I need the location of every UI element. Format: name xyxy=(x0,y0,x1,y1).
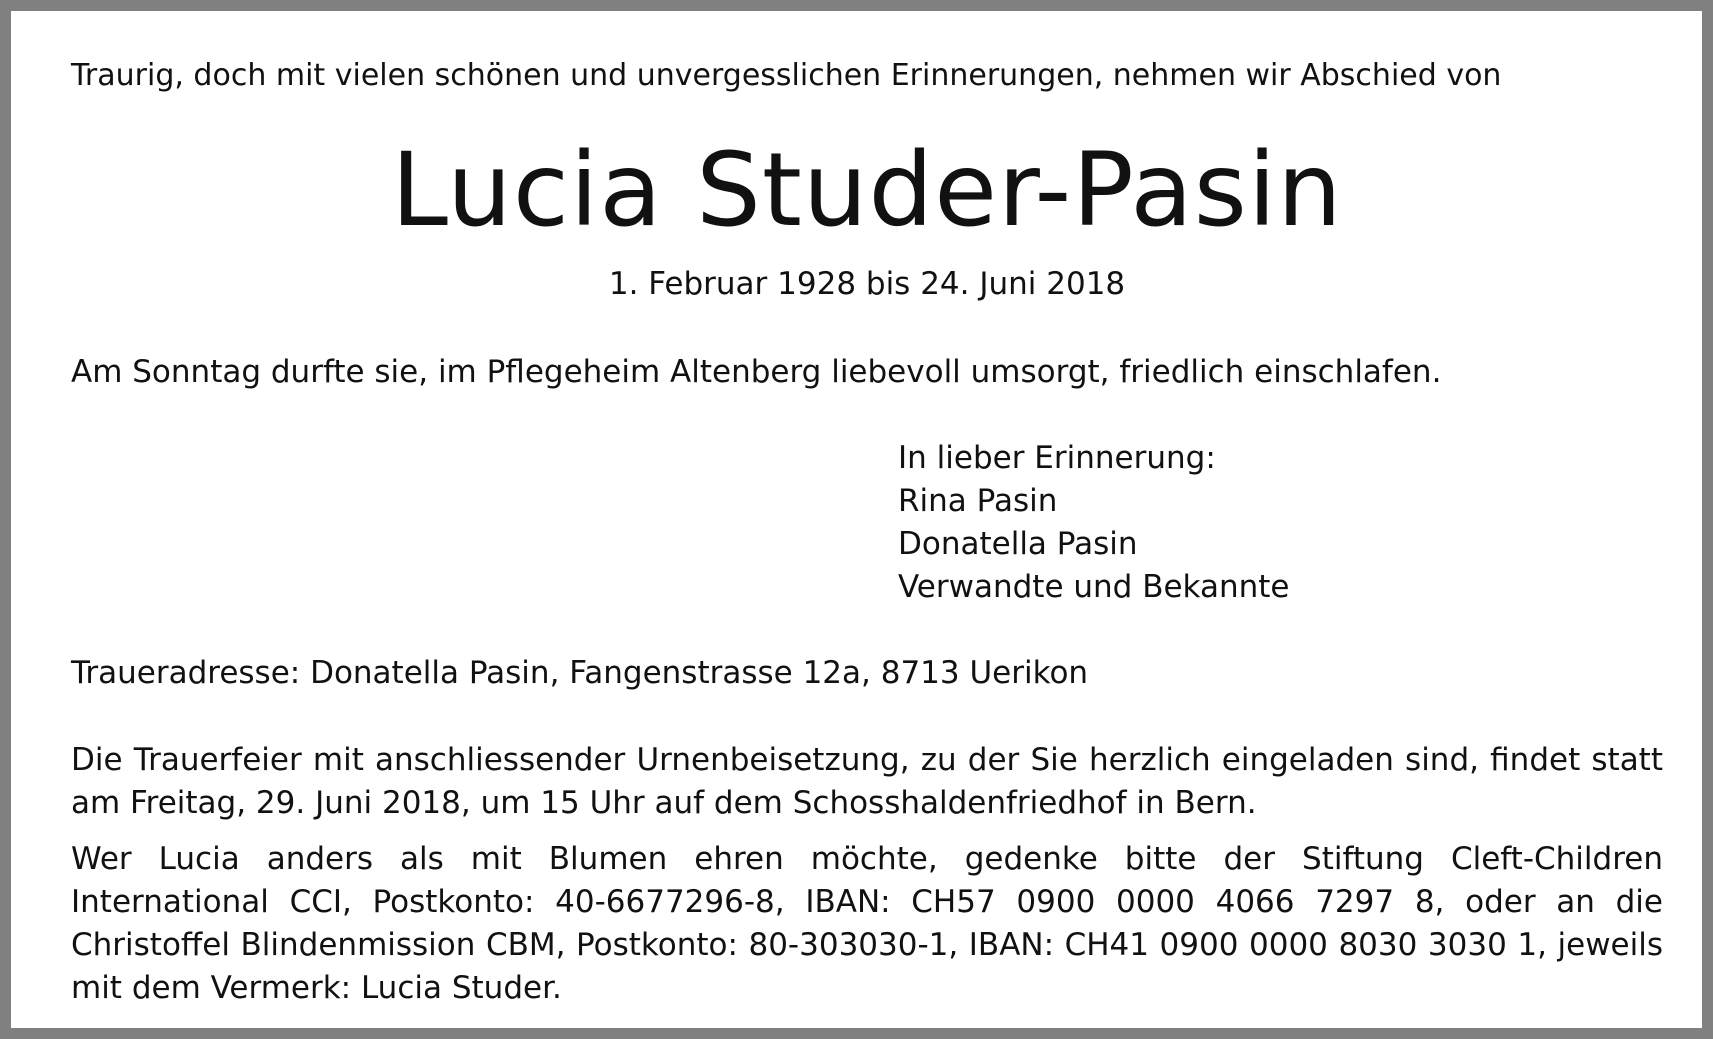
passing-text: Am Sonntag durfte sie, im Pflegeheim Altenberg liebevoll umsorgt, friedlich einschlafen. xyxy=(71,354,1442,390)
mourning-address: Traueradresse: Donatella Pasin, Fangenstrasse 12a, 8713 Uerikon xyxy=(71,655,1089,691)
donation-text: Wer Lucia anders als mit Blumen ehren möchte, gedenke bitte der Stiftung Cleft-Children International CCI, Postkonto: 40-6677296-8, IBAN: CH57 0900 0000 4066 7297 8, oder an die Christoffel Blindenmission CBM, Postkonto: 80-303030-1, IBAN: CH41 0900 0000 8030 3030 1, jeweils mit dem Vermerk: Lucia Studer. xyxy=(71,841,1663,1006)
life-dates: 1. Februar 1928 bis 24. Juni 2018 xyxy=(608,266,1126,302)
signer-name: Rina Pasin xyxy=(898,483,1058,519)
ceremony-text: Die Trauerfeier mit anschliessender Urnenbeisetzung, zu der Sie herzlich eingeladen sind, findet statt am Freitag, 29. Juni 2018, um 15 Uhr auf dem Schosshaldenfriedhof in Bern. xyxy=(71,742,1663,821)
intro-text: Traurig, doch mit vielen schönen und unvergesslichen Erinnerungen, nehmen wir Abschied von xyxy=(71,58,1502,93)
signers-heading: In lieber Erinnerung: xyxy=(898,440,1216,476)
signers-block xyxy=(898,437,1289,609)
deceased-name: Lucia Studer-Pasin xyxy=(391,131,1343,250)
signer-name: Donatella Pasin xyxy=(898,526,1138,562)
signer-name: Verwandte und Bekannte xyxy=(898,569,1290,605)
